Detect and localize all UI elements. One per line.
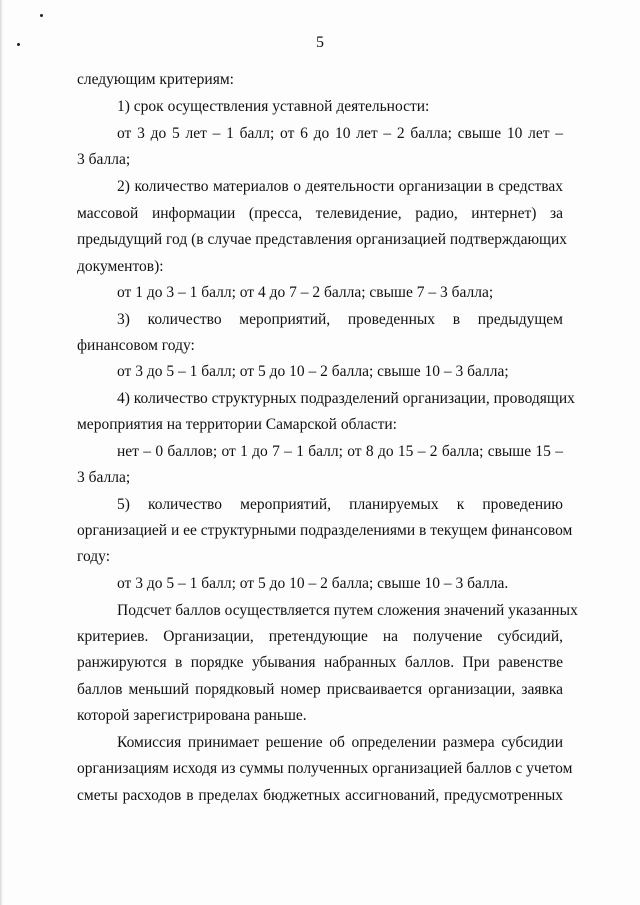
text-line: баллов меньший порядковый номер присваивается организации, заявка bbox=[77, 681, 563, 698]
text-line: организациям исходя из суммы полученных организацией баллов с учетом bbox=[77, 760, 573, 777]
text-line: 2) количество материалов о деятельности организации в средствах bbox=[117, 178, 563, 195]
page-number: 5 bbox=[316, 34, 324, 51]
scan-speck bbox=[40, 14, 43, 17]
text-line: нет – 0 баллов; от 1 до 7 – 1 балл; от 8 до 15 – 2 балла; свыше 15 – bbox=[117, 443, 563, 460]
text-line: мероприятия на территории Самарской области: bbox=[77, 416, 397, 433]
text-line: от 3 до 5 – 1 балл; от 5 до 10 – 2 балла; свыше 10 – 3 балла; bbox=[117, 363, 509, 380]
text-line: от 1 до 3 – 1 балл; от 4 до 7 – 2 балла; свыше 7 – 3 балла; bbox=[117, 284, 494, 301]
text-line: документов): bbox=[77, 258, 164, 275]
text-line: предыдущий год (в случае представления организацией подтверждающих bbox=[77, 231, 568, 248]
text-line: 5) количество мероприятий, планируемых к проведению bbox=[117, 496, 563, 513]
text-line: 3 балла; bbox=[77, 469, 131, 486]
text-line: 3) количество мероприятий, проведенных в предыдущем bbox=[117, 311, 563, 328]
text-line: Подсчет баллов осуществляется путем сложения значений указанных bbox=[117, 602, 578, 619]
text-line: сметы расходов в пределах бюджетных ассигнований, предусмотренных bbox=[77, 787, 563, 804]
text-line: 1) срок осуществления уставной деятельности: bbox=[117, 98, 430, 115]
text-line: ранжируются в порядке убывания набранных баллов. При равенстве bbox=[77, 654, 563, 671]
text-line: от 3 до 5 лет – 1 балл; от 6 до 10 лет – 2 балла; свыше 10 лет – bbox=[117, 125, 563, 142]
text-line: организацией и ее структурными подразделениями в текущем финансовом bbox=[77, 522, 573, 539]
text-line: 4) количество структурных подразделений организации, проводящих bbox=[117, 390, 575, 407]
scan-edge-shadow bbox=[0, 0, 3, 905]
text-line: которой зарегистрирована раньше. bbox=[77, 707, 307, 724]
text-line: году: bbox=[77, 548, 111, 565]
text-line: от 3 до 5 – 1 балл; от 5 до 10 – 2 балла; свыше 10 – 3 балла. bbox=[117, 575, 509, 592]
text-line: следующим критериям: bbox=[77, 71, 234, 88]
text-line: массовой информации (пресса, телевидение, радио, интернет) за bbox=[77, 205, 563, 222]
text-line: Комиссия принимает решение об определении размера субсидии bbox=[117, 734, 563, 751]
text-line: финансовом году: bbox=[77, 337, 195, 354]
text-line: критериев. Организации, претендующие на получение субсидий, bbox=[77, 628, 563, 645]
text-line: 3 балла; bbox=[77, 151, 131, 168]
